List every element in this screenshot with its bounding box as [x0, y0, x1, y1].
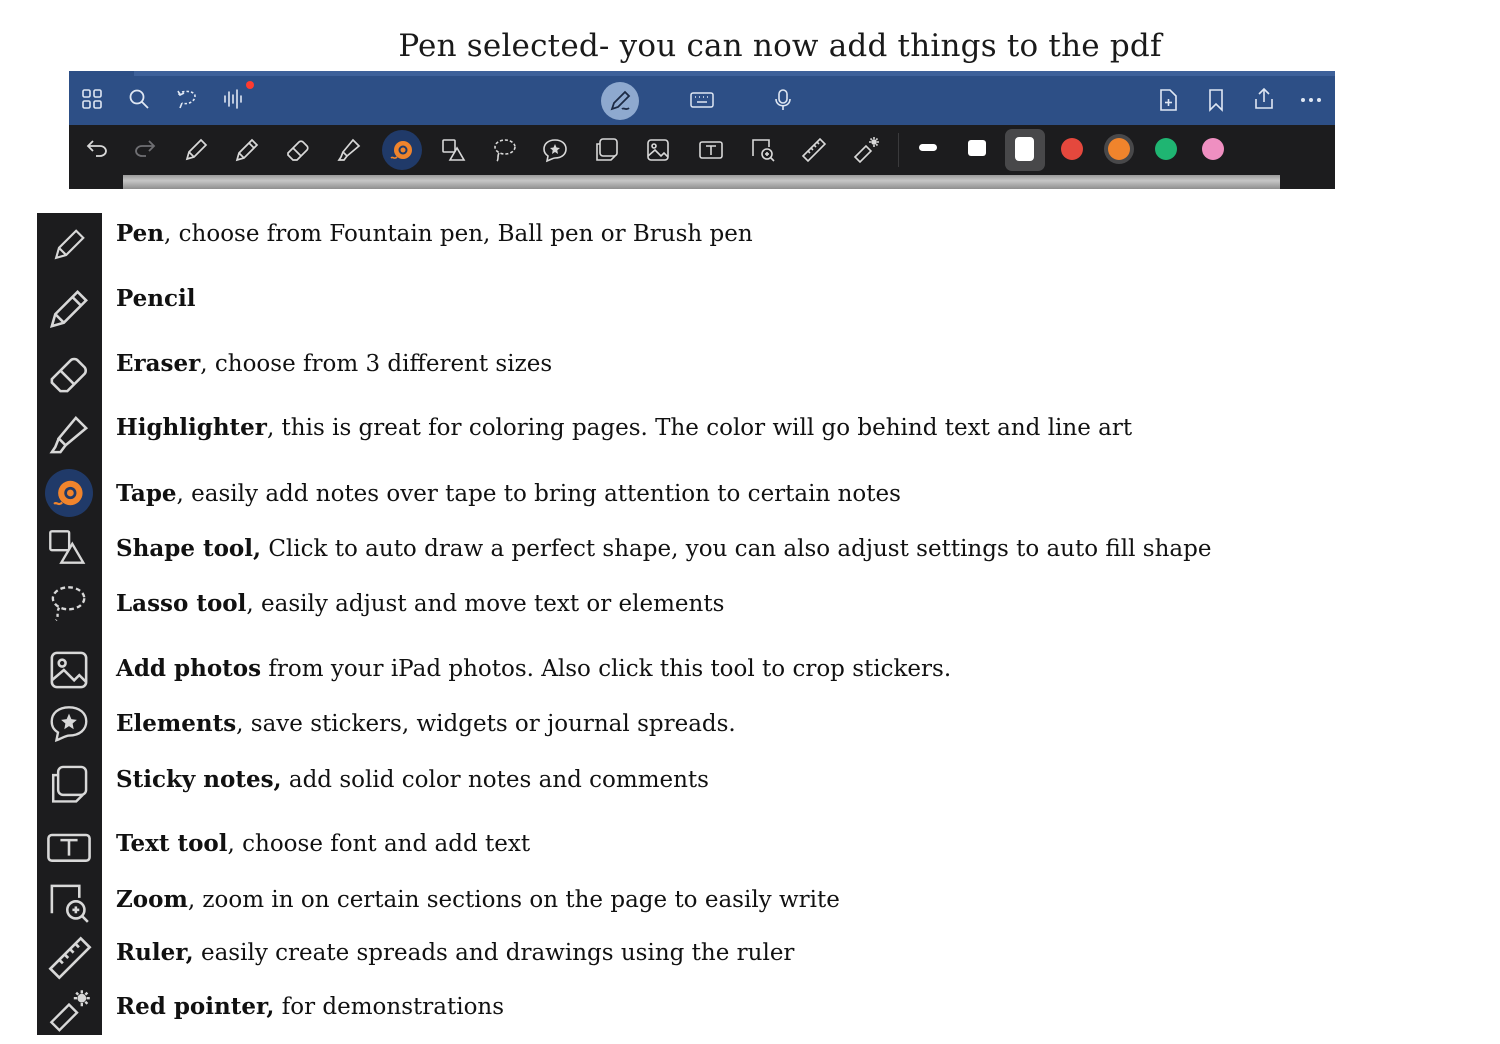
- stroke-size-medium[interactable]: [968, 140, 986, 156]
- color-swatch-green[interactable]: [1155, 138, 1177, 160]
- ruler-icon: [45, 933, 95, 983]
- eraser-icon: [45, 350, 93, 398]
- zoom-icon: [45, 879, 93, 927]
- list-item: Pencil: [116, 285, 196, 312]
- list-item: Lasso tool, easily adjust and move text or elements: [116, 590, 725, 617]
- image-icon[interactable]: [644, 136, 672, 164]
- text-icon: [42, 823, 96, 871]
- pencil-icon: [45, 285, 93, 333]
- add-page-icon[interactable]: [1157, 88, 1179, 112]
- laser-pointer-icon[interactable]: [851, 135, 881, 165]
- elements-icon[interactable]: [541, 136, 569, 164]
- image-icon: [45, 646, 93, 694]
- list-item: Text tool, choose font and add text: [116, 830, 531, 857]
- shape-icon[interactable]: [439, 136, 467, 164]
- list-item: Eraser, choose from 3 different sizes: [116, 350, 553, 377]
- lasso-icon[interactable]: [490, 136, 518, 164]
- app-toolbar: [69, 71, 1335, 189]
- sticky-note-icon[interactable]: [592, 136, 620, 164]
- list-item: Highlighter, this is great for coloring pages. The color will go behind text and line art: [116, 414, 1133, 441]
- color-swatch-pink[interactable]: [1202, 138, 1224, 160]
- page-title: Pen selected- you can now add things to the pdf: [398, 28, 1162, 64]
- lasso-rotate-icon[interactable]: [174, 87, 200, 111]
- page-preview-strip: [69, 175, 1335, 189]
- grid-icon[interactable]: [81, 88, 103, 110]
- color-swatch-red[interactable]: [1061, 138, 1083, 160]
- tool-legend-sidebar: [37, 213, 102, 1035]
- list-item: Elements, save stickers, widgets or journal spreads.: [116, 710, 736, 737]
- list-item: Add photos from your iPad photos. Also click this tool to crop stickers.: [116, 655, 952, 682]
- color-swatch-orange[interactable]: [1108, 138, 1130, 160]
- audio-wave-icon[interactable]: [222, 88, 246, 110]
- search-icon[interactable]: [128, 88, 150, 110]
- sticky-note-icon: [45, 762, 91, 808]
- ruler-icon[interactable]: [800, 136, 828, 164]
- list-item: Pen, choose from Fountain pen, Ball pen or Brush pen: [116, 220, 753, 247]
- toolbar-separator: [898, 133, 899, 167]
- stroke-size-large[interactable]: [1015, 137, 1034, 161]
- pen-icon: [49, 225, 89, 265]
- more-icon[interactable]: [1299, 90, 1323, 110]
- share-icon[interactable]: [1252, 87, 1276, 111]
- stroke-size-small[interactable]: [919, 144, 937, 151]
- tape-icon: [50, 474, 88, 512]
- pen-mode-icon[interactable]: [608, 89, 632, 113]
- highlighter-icon: [45, 411, 93, 459]
- bookmark-icon[interactable]: [1206, 88, 1226, 112]
- list-item: Red pointer, for demonstrations: [116, 993, 505, 1020]
- text-icon[interactable]: [696, 136, 726, 164]
- zoom-icon[interactable]: [749, 136, 777, 164]
- lasso-icon: [45, 581, 89, 625]
- notification-dot: [246, 81, 254, 89]
- keyboard-icon[interactable]: [689, 90, 715, 110]
- list-item: Ruler, easily create spreads and drawings using the ruler: [116, 939, 795, 966]
- list-item: Sticky notes, add solid color notes and comments: [116, 766, 709, 793]
- list-item: Shape tool, Click to auto draw a perfect shape, you can also adjust settings to auto fill shape: [116, 535, 1212, 562]
- shape-icon: [44, 525, 88, 569]
- laser-pointer-icon: [45, 987, 93, 1035]
- list-item: Tape, easily add notes over tape to bring attention to certain notes: [116, 480, 901, 507]
- elements-icon: [45, 701, 93, 745]
- list-item: Zoom, zoom in on certain sections on the page to easily write: [116, 886, 840, 913]
- microphone-icon[interactable]: [773, 88, 793, 112]
- top-navigation-bar: [69, 71, 1335, 125]
